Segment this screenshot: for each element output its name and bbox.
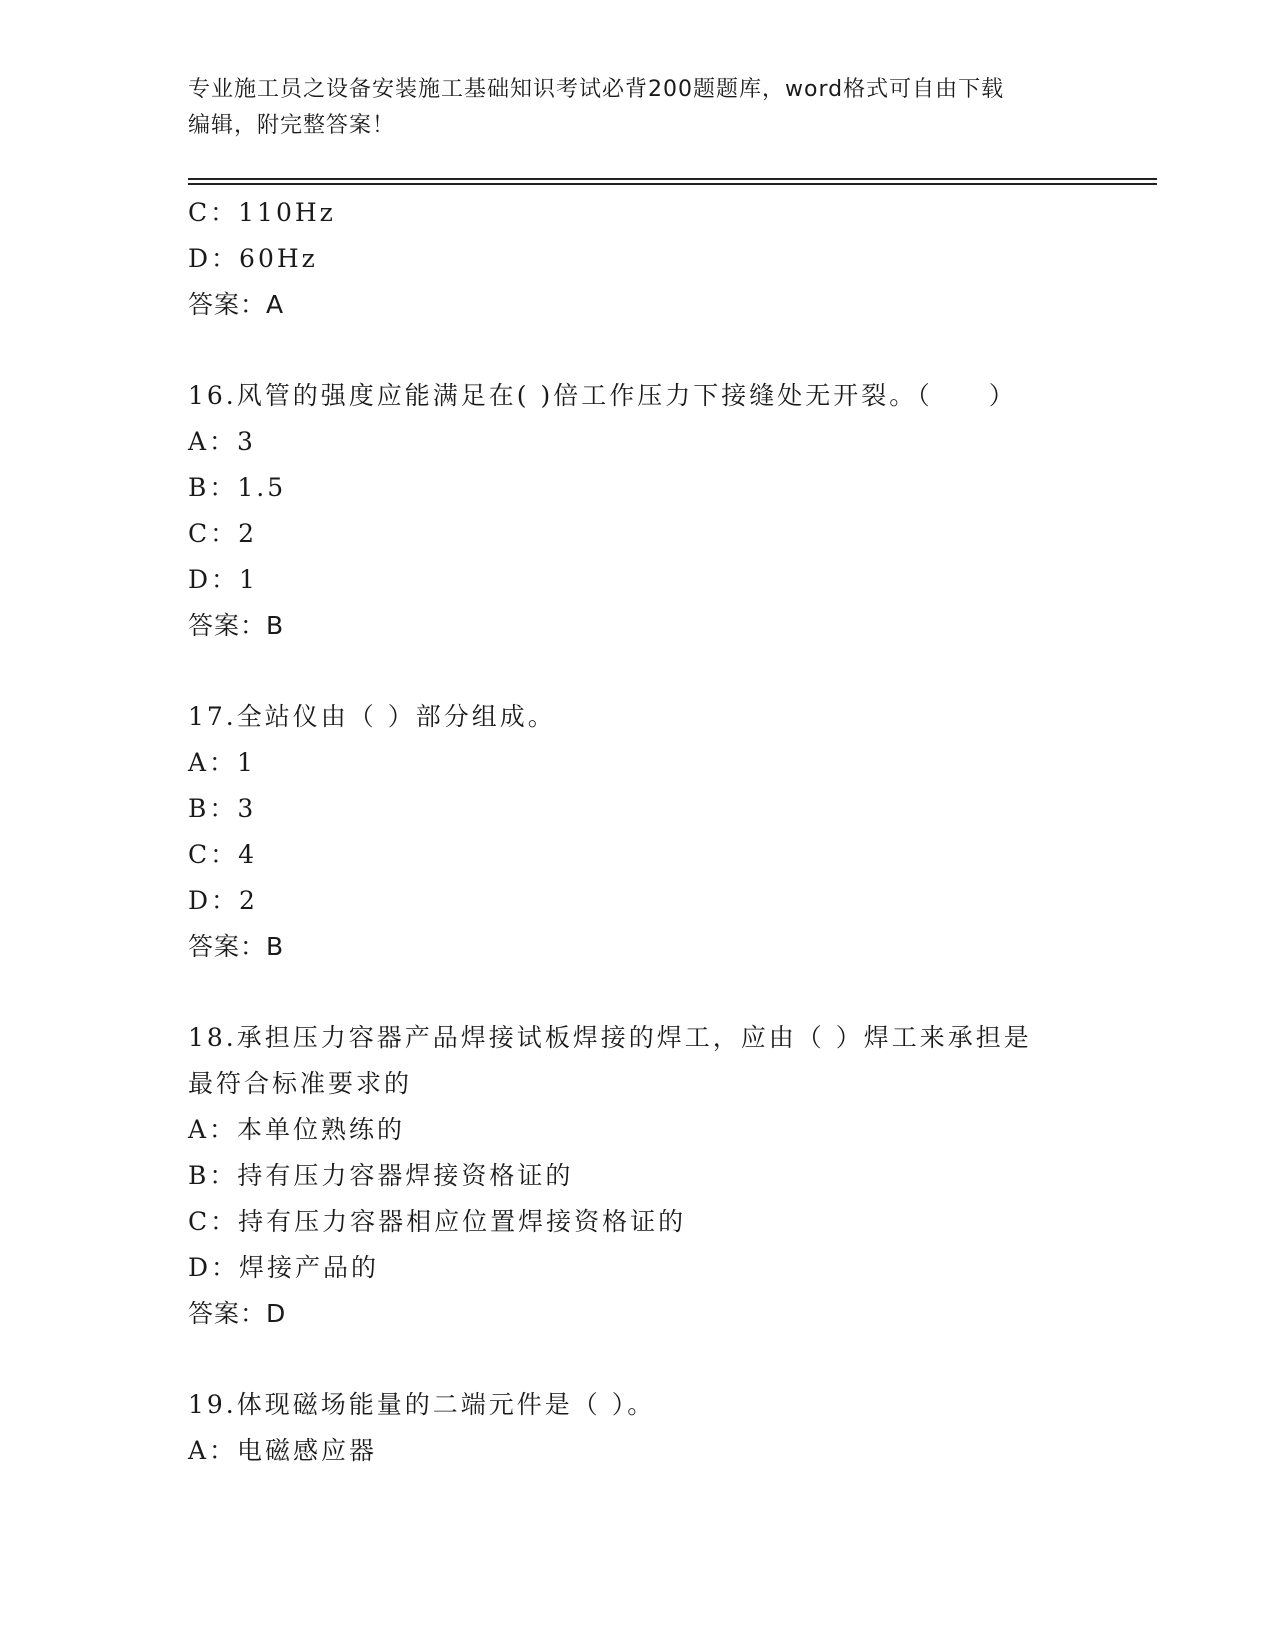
question-list [188,190,1148,1474]
option-a: A：3 [188,427,256,456]
question-18-text-line-1: 18.承担压力容器产品焊接试板焊接的焊工，应由（ ）焊工来承担是 [188,1023,1032,1052]
option-b: B：持有压力容器焊接资格证的 [188,1161,574,1190]
question-19-text: 19.体现磁场能量的二端元件是（ ）。 [188,1390,656,1419]
question-16-text: 16.风管的强度应能满足在( )倍工作压力下接缝处无开裂。（ ） [188,381,1017,410]
header-divider-top [188,178,1157,180]
header-title-line-2: 编辑，附完整答案！ [188,113,396,138]
option-c: C：2 [188,519,258,548]
option-d: D：焊接产品的 [188,1253,380,1282]
option-d: D：60Hz [188,244,318,273]
option-d: D：2 [188,886,258,915]
header-title-line-1: 专业施工员之设备安装施工基础知识考试必背200题题库，word格式可自由下载 [188,77,1005,102]
option-c: C：持有压力容器相应位置焊接资格证的 [188,1207,687,1236]
answer-label: 答案：B [188,932,285,961]
option-a: A：本单位熟练的 [188,1115,406,1144]
option-b: B：3 [188,794,257,823]
header-divider-bottom [188,183,1157,185]
answer-label: 答案：D [188,1299,287,1328]
document-header [188,72,1088,144]
option-c: C：4 [188,840,258,869]
question-17-text: 17.全站仪由（ ）部分组成。 [188,702,556,731]
answer-label: 答案：A [188,290,285,319]
option-a: A：1 [188,748,256,777]
question-18-text-line-2: 最符合标准要求的 [188,1069,413,1098]
option-c: C：110Hz [188,198,336,227]
option-d: D：1 [188,565,258,594]
option-b: B：1.5 [188,473,287,502]
answer-label: 答案：B [188,611,285,640]
option-a: A：电磁感应器 [188,1436,378,1465]
